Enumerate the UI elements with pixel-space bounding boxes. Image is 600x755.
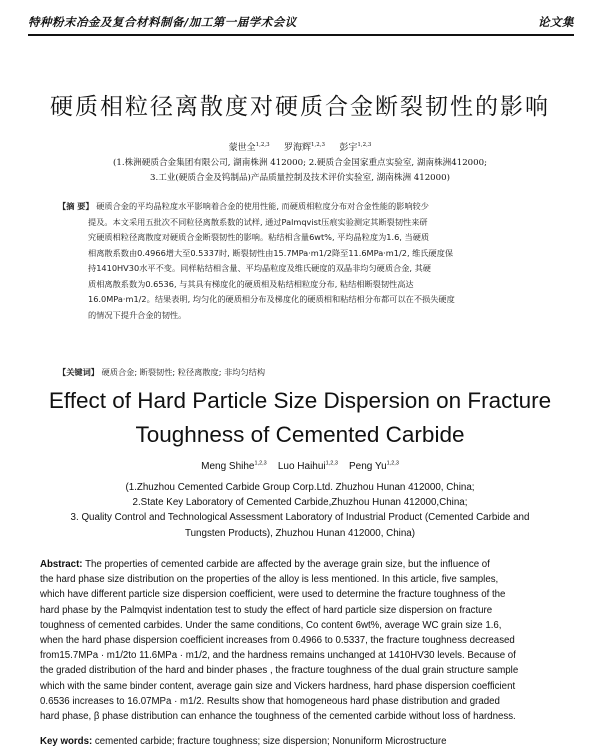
english-title-line: Toughness of Cemented Carbide <box>135 422 465 447</box>
english-abstract <box>40 557 566 724</box>
english-abstract-line: The properties of cemented carbide are affected by the average grain size, but the influence of <box>85 559 490 570</box>
chinese-keywords-label: 【关键词】 <box>58 367 99 377</box>
author-superscript: 1,2,3 <box>325 460 338 467</box>
author-name: Meng Shihe <box>201 461 255 472</box>
chinese-title: 硬质相粒径离散度对硬质合金断裂韧性的影响 <box>50 94 550 120</box>
author-superscript: 1,2,3 <box>386 460 399 467</box>
author-superscript: 1,2,3 <box>254 460 267 467</box>
author-name: 罗海辉 <box>283 143 311 153</box>
author-name: 彭宇 <box>339 143 358 153</box>
author-name: 蒙世全 <box>228 143 256 153</box>
author-superscript: 1,2,3 <box>311 142 325 148</box>
english-keywords <box>40 736 566 747</box>
chinese-abstract-line: 硬质合金的平均晶粒度水平影响着合金的使用性能, 而硬质相粒度分布对合金性能的影响较少 <box>96 201 429 211</box>
chinese-authors <box>0 140 600 153</box>
english-abstract-label: Abstract: <box>40 559 83 570</box>
author-name: Peng Yu <box>349 461 387 472</box>
english-affiliation-line: Tungsten Products), Zhuzhou Hunan 412000, China) <box>184 527 415 539</box>
english-affiliation-line: 3. Quality Control and Technological Assessment Laboratory of Industrial Product (Cemented Carbide and <box>70 512 530 524</box>
chinese-abstract-label: 【摘 要】 <box>58 201 94 211</box>
english-abstract-line: hard phase, β phase distribution can enhance the toughness of the cemented carbide without loss of hardness. <box>40 711 516 723</box>
english-abstract-line: hard phase by the Palmqvist indentation test to study the effect of hard particle size dispersion on fracture <box>40 604 493 616</box>
english-affiliations <box>0 480 600 541</box>
chinese-abstract-line: 质相离散系数为0.6536, 与其具有梯度化的硬质相及粘结相粒度分布, 粘结相断裂韧性高达 <box>88 278 414 289</box>
header-rule <box>28 34 574 36</box>
english-abstract-line: which have different particle size dispersion coefficient, were used to determine the fracture toughness of the <box>40 589 506 601</box>
chinese-abstract-line: 的情况下提升合金的韧性。 <box>88 309 187 320</box>
header-section-name: 论文集 <box>538 15 574 29</box>
english-abstract-line: which with the same binder content, average gain size and Vickers hardness, hard phase dispersion coefficient <box>40 680 516 692</box>
english-abstract-line: when the hard phase dispersion coefficient increases from 0.4966 to 0.5337, the fracture toughness decreased <box>40 635 515 647</box>
header-conference-name: 特种粉末冶金及复合材料制备/加工第一届学术会议 <box>28 15 297 29</box>
author-name: Luo Haihui <box>277 461 326 472</box>
chinese-affiliation-line: 3.工业(硬质合金及钨制品)产品质量控制及技术评价实验室, 湖南株洲 412000) <box>150 173 450 183</box>
english-abstract-line: toughness of cemented carbides. Under the same conditions, Co content 6wt%, average WC grain size 1.6, <box>40 619 502 631</box>
english-abstract-line: the hard phase size distribution on the properties of the alloy is less mentioned. In this article, five samples, <box>40 574 499 586</box>
chinese-abstract-line: 相离散系数由0.4966增大至0.5337时, 断裂韧性由15.7MPa·m1/2降至11.6MPa·m1/2, 维氏硬度保 <box>88 247 454 258</box>
english-abstract-line: from15.7MPa · m1/2to 11.6MPa · m1/2, and the hardness remains unchanged at 1410HV30 levels. Because of <box>40 650 516 662</box>
english-authors <box>0 461 600 472</box>
english-affiliation-line: 2.State Key Laboratory of Cemented Carbide,Zhuzhou Hunan 412000,China; <box>132 497 468 509</box>
english-abstract-line: the graded distribution of the hard and binder phases , the fracture toughness of the dual grain structure sample <box>40 665 519 677</box>
english-abstract-line: 0.6536 increases to 16.07MPa · m1/2. Results show that homogeneous hard phase distribution and graded <box>40 695 500 707</box>
chinese-abstract <box>58 199 546 323</box>
chinese-abstract-line: 提及。本文采用五批次不同粒径离散系数的试样, 通过Palmqvist压痕实验测定其断裂韧性来研 <box>88 216 428 227</box>
chinese-abstract-line: 持1410HV30水平不变。同样粘结相含量、平均晶粒度及维氏硬度的双晶非均匀硬质合金, 其硬 <box>88 263 431 273</box>
english-affiliation-line: (1.Zhuzhou Cemented Carbide Group Corp.Ltd. Zhuzhou Hunan 412000, China; <box>125 482 475 493</box>
chinese-keywords <box>58 367 546 378</box>
english-title <box>0 384 600 452</box>
chinese-affiliation-line: (1.株洲硬质合金集团有限公司, 湖南株洲 412000; 2.硬质合金国家重点实验室, 湖南株洲412000; <box>113 158 487 168</box>
running-header <box>28 14 574 30</box>
english-keywords-text: cemented carbide; fracture toughness; size dispersion; Nonuniform Microstructure <box>94 736 447 747</box>
english-keywords-label: Key words: <box>40 736 93 747</box>
author-superscript: 1,2,3 <box>255 142 270 148</box>
english-title-line: Effect of Hard Particle Size Dispersion on Fracture <box>48 388 552 413</box>
chinese-keywords-text: 硬质合金; 断裂韧性; 粒径离散度; 非均匀结构 <box>101 367 266 377</box>
author-superscript: 1,2,3 <box>357 142 372 148</box>
chinese-abstract-line: 16.0MPa·m1/2。结果表明, 均匀化的硬质相分布及梯度化的硬质相和粘结相分布都可以在不损失硬度 <box>88 294 455 304</box>
chinese-abstract-line: 究硬质相粒径离散度对硬质合金断裂韧性的影响。粘结相含量6wt%, 平均晶粒度为1.6, 当硬质 <box>88 232 430 242</box>
